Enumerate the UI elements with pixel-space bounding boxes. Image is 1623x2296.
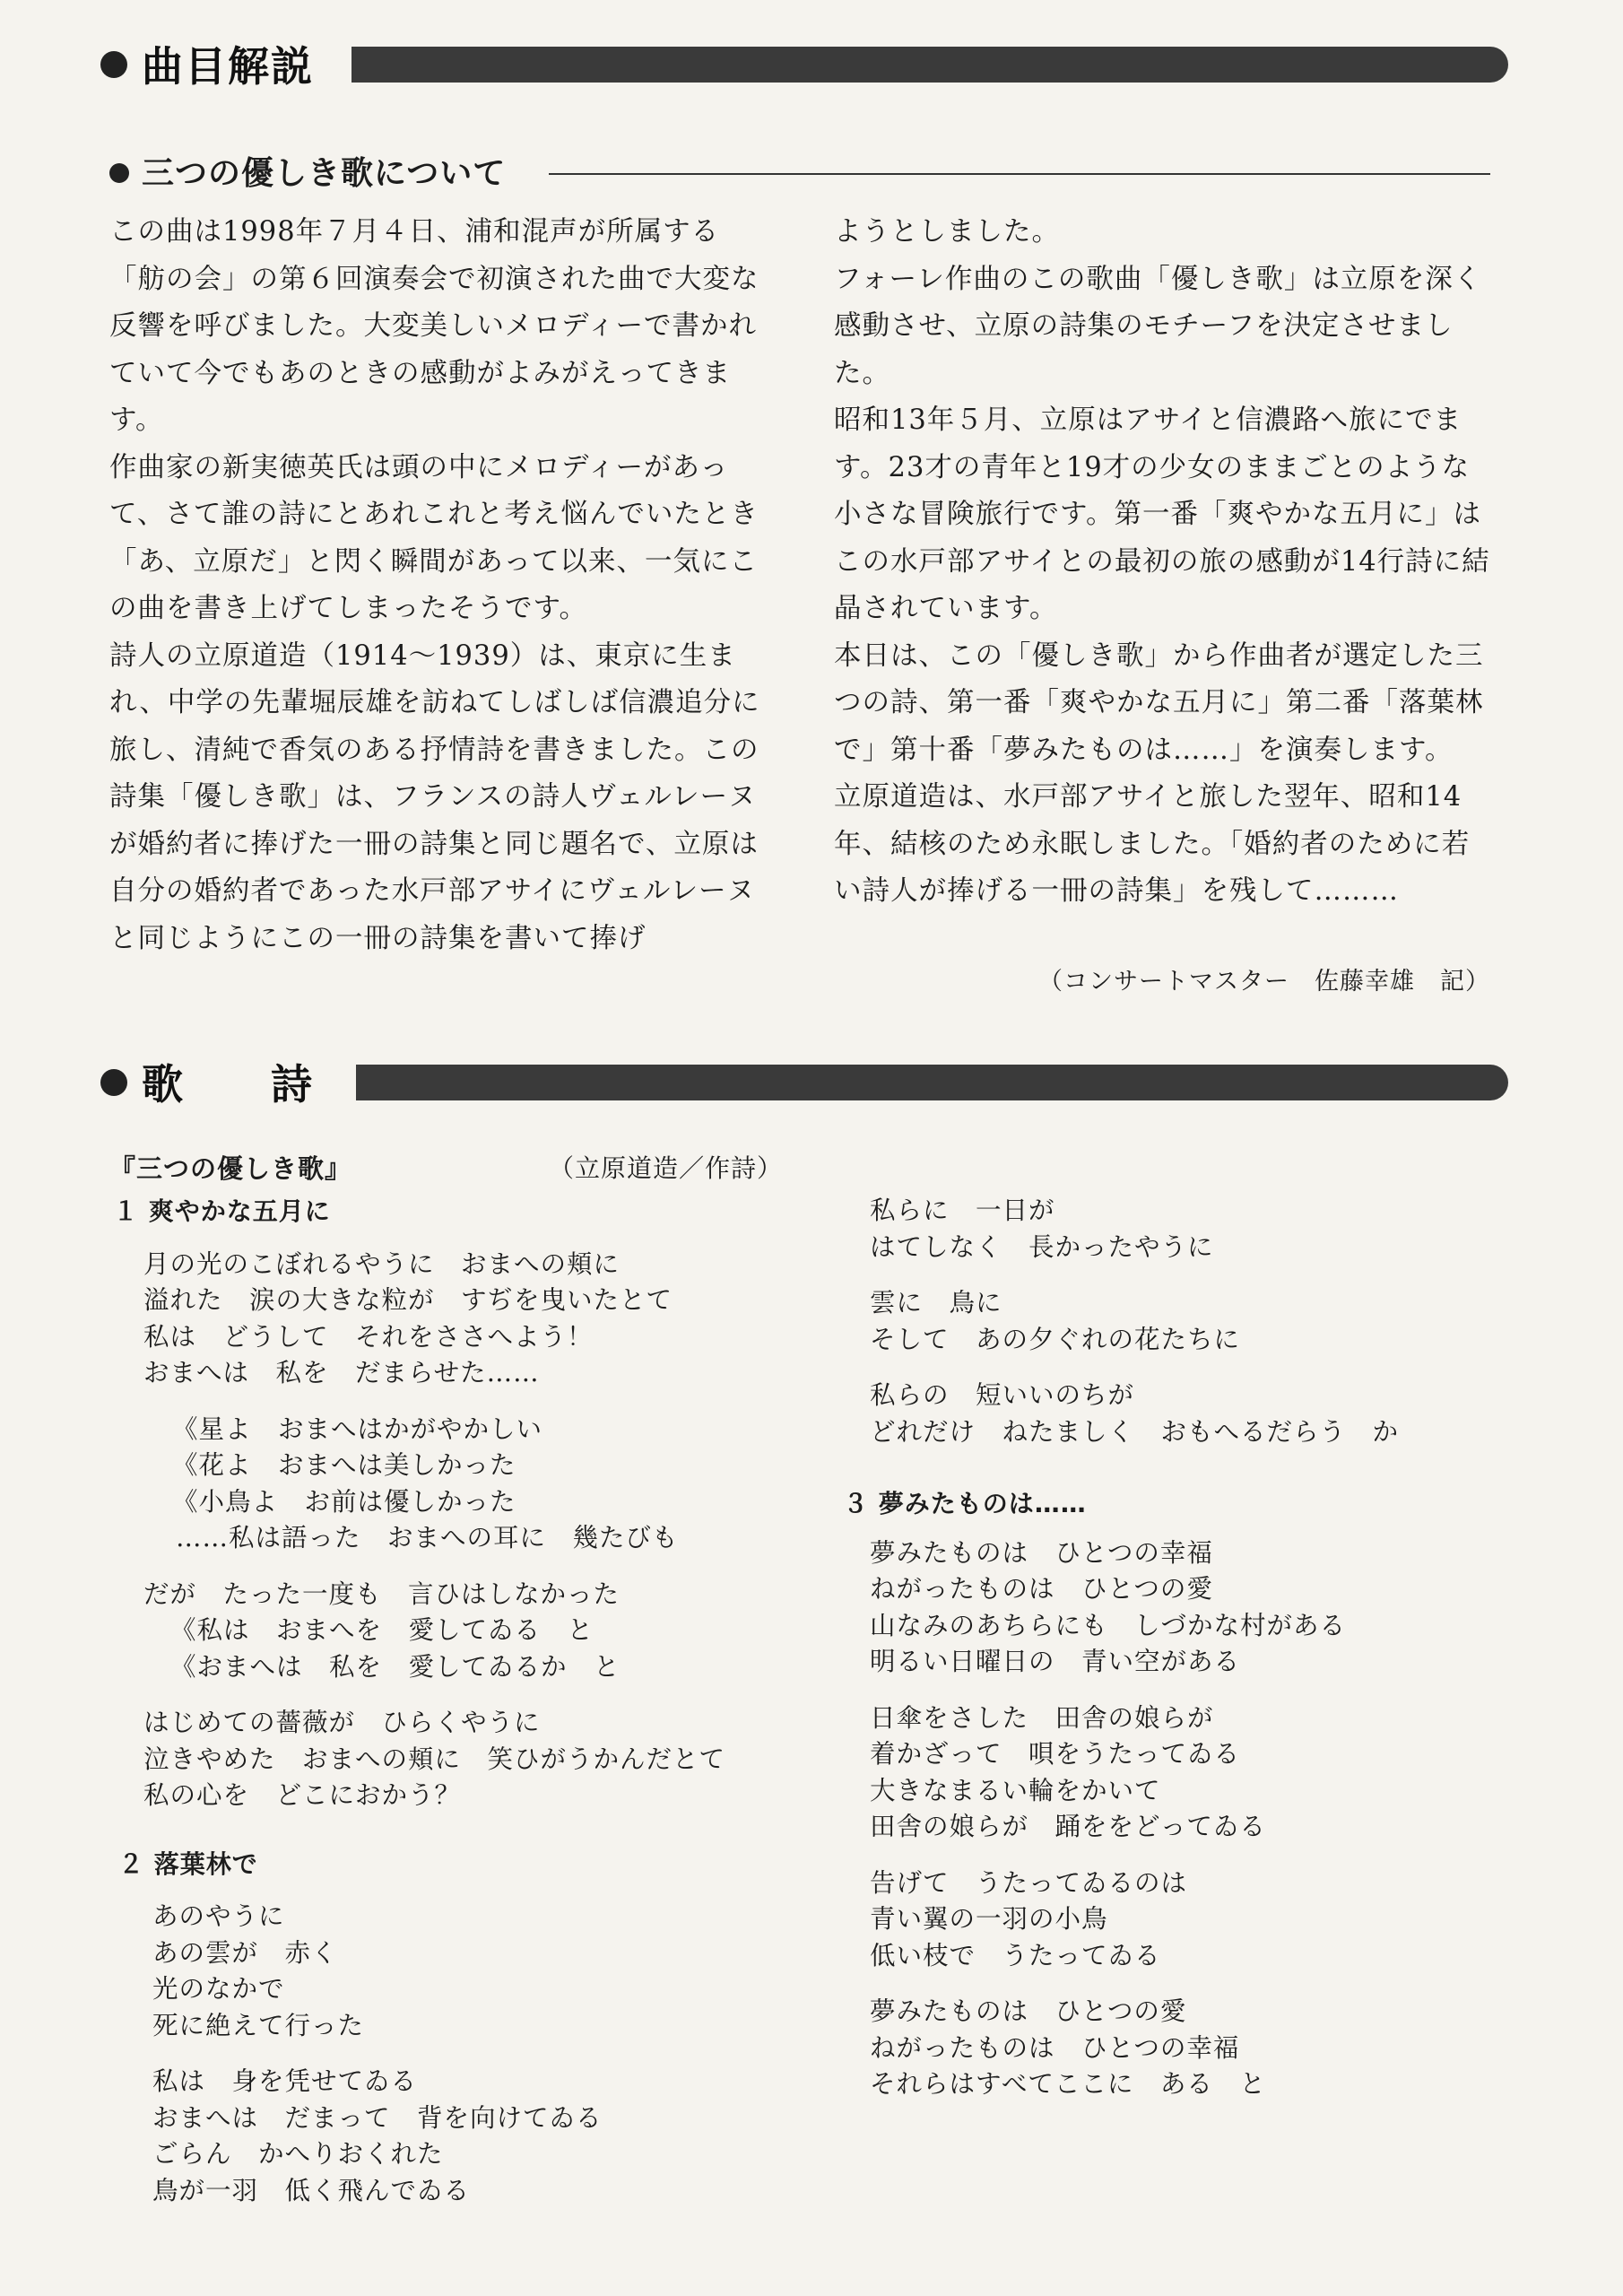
section-title: 曲目解説 [142, 42, 314, 91]
stanza [172, 1412, 845, 1557]
song-title: ３ 夢みたものは…… [843, 1489, 1087, 1518]
essay-paragraph: 本日は、この「優しき歌」から作曲者が選定した三つの詩、第一番「爽やかな五月に」第二番「落葉林で」第十番「夢みたものは……」を演奏します。 [834, 639, 1484, 766]
essay-credit: （コンサートマスター 佐藤幸雄 記） [1038, 968, 1490, 996]
lyric-line: 私らに 一日が [870, 1196, 1055, 1225]
stanza [143, 1705, 845, 1814]
poet-credit: （立原道造／作詩） [549, 1153, 784, 1183]
essay-left-column [109, 209, 773, 962]
lyric-line: ねがったものは ひとつの愛 [870, 1574, 1213, 1604]
work-title: 『三つの優しき歌』 [109, 1153, 352, 1184]
bullet-icon [100, 1069, 127, 1096]
stanza [152, 1899, 845, 2044]
lyric-line: あの雲が 赤く [152, 1937, 338, 1968]
lyric-line: 私らの 短いいのちが [870, 1380, 1135, 1410]
stanza [143, 1247, 845, 1392]
section-title: 歌 詩 [142, 1060, 314, 1109]
lyric-line: 日傘をさした 田舎の娘らが [870, 1702, 1214, 1733]
lyrics-right-column [843, 1193, 1578, 2123]
lyric-line: 《小鳥よ お前は優しかった [172, 1486, 516, 1517]
stanza [870, 1866, 1578, 1975]
lyric-line: 光のなかで [152, 1974, 285, 2004]
song-title: ２ 落葉林で [118, 1848, 258, 1879]
subheading-text: 三つの優しき歌について [142, 155, 507, 192]
lyric-line: はてしなく 長かったやうに [870, 1231, 1214, 1262]
essay-paragraph: 詩人の立原道造（1914～1939）は、東京に生まれ、中学の先輩堀辰雄を訪ねてしばしば信濃追分に旅し、清純で香気のある抒情詩を書きました。この詩集「優しき歌」は、フランスの詩人ヴェルレーヌが婚約者に捧げた一冊の詩集と同じ題名で、立原は自分の婚約者であった水戸部アサイにヴェルレーヌと同じようにこの一冊の詩集を書いて捧げ [109, 639, 760, 954]
bullet-icon [109, 163, 129, 183]
lyrics-left-column [109, 1151, 845, 2229]
lyric-line: 山なみのあちらにも しづかな村がある [870, 1610, 1347, 1640]
lyric-line: 青い翼の一羽の小鳥 [870, 1904, 1108, 1934]
lyric-line: 私は どうして それをささへよう！ [143, 1321, 594, 1352]
lyric-line: 雲に 鳥に [870, 1288, 1002, 1318]
lyric-line: 着かざって 唄をうたってゐる [870, 1739, 1241, 1769]
lyric-line: それらはすべてここに ある と [870, 2069, 1266, 2099]
lyric-line: 《私は おまへを 愛してゐる と [170, 1615, 595, 1645]
essay-paragraph: ようとしました。 [834, 216, 1060, 248]
bullet-icon [100, 51, 127, 78]
lyric-line: 月の光のこぼれるやうに おまへの頬に [143, 1248, 621, 1279]
lyric-line: 私は 身を凭せてゐる [152, 2066, 418, 2096]
lyric-line: 泣きやめた おまへの頬に 笑ひがうかんだとて [143, 1744, 726, 1774]
lyric-line: どれだけ ねたましく おもへるだらう か [870, 1416, 1400, 1447]
stanza [870, 1285, 1578, 1358]
stanza [143, 1577, 845, 1686]
essay-paragraph: 作曲家の新実徳英氏は頭の中にメロディーがあって、さて誰の詩にとあれこれと考え悩んでいたとき「あ、立原だ」と閃く瞬間があって以来、一気にこの曲を書き上げてしまったそうです。 [109, 451, 759, 624]
lyric-line: おまへは だまって 背を向けてゐる [152, 2102, 603, 2133]
header-bar [352, 47, 1508, 83]
lyric-line: おまへは 私を だまらせた…… [143, 1358, 540, 1387]
lyric-line: 鳥が一羽 低く飛んでゐる [152, 2175, 471, 2205]
stanza [870, 1700, 1578, 1846]
lyric-line: あのやうに [152, 1901, 285, 1931]
lyric-line: だが たった一度も 言ひはしなかった [143, 1578, 621, 1609]
lyric-line: 死に絶えて行った [152, 2010, 365, 2040]
lyric-line: 夢みたものは ひとつの愛 [870, 1996, 1187, 2026]
essay-paragraph: この曲は1998年７月４日、浦和混声が所属する「舫の会」の第６回演奏会で初演された曲で大変な反響を呼びました。大変美しいメロディーで書かれていて今でもあのときの感動がよみがえってきます。 [109, 216, 759, 436]
header-bar [356, 1065, 1508, 1100]
essay-paragraph: フォーレ作曲のこの歌曲「優しき歌」は立原を深く感動させ、立原の詩集のモチーフを決定させました。 [834, 263, 1482, 389]
lyric-line: 《星よ おまへはかがやかしい [172, 1413, 543, 1444]
section-header-commentary [100, 36, 1508, 90]
stanza [870, 1193, 1578, 1265]
stanza [870, 1994, 1578, 2103]
essay-paragraph: 昭和13年５月、立原はアサイと信濃路へ旅にでます。23才の青年と19才の少女のままごとのような小さな冒険旅行です。第一番「爽やかな五月に」はこの水戸部アサイとの最初の旅の感動が14行詩に結晶されています。 [834, 404, 1490, 624]
lyric-line: そして あの夕ぐれの花たちに [870, 1324, 1241, 1354]
essay-paragraph: 立原道造は、水戸部アサイと旅した翌年、昭和14年、結核のため永眠しました。「婚約者のために若い詩人が捧げる一冊の詩集」を残して……… [834, 781, 1471, 907]
lyric-line: 夢みたものは ひとつの幸福 [870, 1537, 1213, 1568]
lyric-line: 大きなまるい輪をかいて [870, 1775, 1161, 1805]
subheading [109, 148, 1490, 193]
stanza [870, 1378, 1578, 1450]
lyric-line: 《花よ おまへは美しかった [172, 1450, 516, 1480]
lyric-line: 《おまへは 私を 愛してゐるか と [170, 1651, 621, 1682]
stanza [152, 2064, 845, 2209]
lyric-line: 私の心を どこにおかう？ [143, 1780, 462, 1810]
essay-right-column [834, 209, 1497, 916]
lyric-line: 明るい日曜日の 青い空がある [870, 1647, 1241, 1676]
lyric-line: 告げて うたってゐるのは [870, 1867, 1188, 1898]
lyric-line: ……私は語った おまへの耳に 幾たびも [176, 1523, 679, 1552]
lyric-line: はじめての薔薇が ひらくやうに [143, 1708, 541, 1737]
stanza [870, 1535, 1578, 1681]
subheading-rule [549, 173, 1490, 175]
lyric-line: 溢れた 涙の大きな粒が すぢを曳いたとて [143, 1285, 673, 1315]
lyric-line: 低い枝で うたってゐる [870, 1940, 1161, 1970]
song-title: １ 爽やかな五月に [113, 1196, 331, 1226]
lyric-line: 田舎の娘らが 踊ををどってゐる [870, 1812, 1266, 1841]
section-header-lyrics [100, 1054, 1508, 1108]
lyric-line: ごらん かへりおくれた [152, 2139, 444, 2169]
lyric-line: ねがったものは ひとつの幸福 [870, 2032, 1240, 2063]
